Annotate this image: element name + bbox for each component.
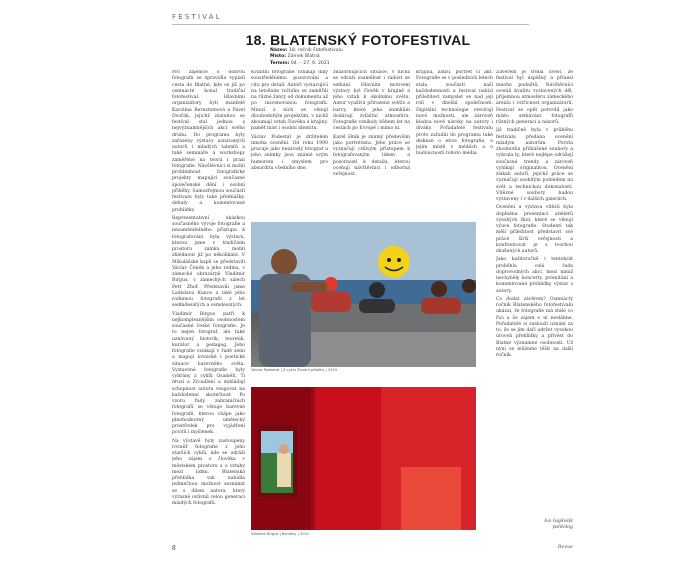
paragraph: krajina, zátiší, portrét či akt. Fotografie se v posledních letech stala součástí naší každodennosti a festival nabízí příležitost zamyslet se nad její rolí v dnešní společnosti. Digitální technologie otevírají nové možnosti, ale zároveň kladou nové nároky na autory i diváky. Pořadatelé festivalu proto zařadili do programu také diskuse o etice fotografie, o jejím místě v médiích a o budoucnosti tohoto média.	[416, 70, 493, 157]
photo-red-room	[251, 387, 476, 530]
author-name: Ivo Gajdošík	[544, 519, 573, 524]
meta-place: Místo: Zámek Blatná	[270, 54, 320, 60]
paragraph: Již tradičně byla v průběhu festivalu předána ocenění mladým autorům. Porota zhodnotila přihlášené soubory a vybrala ty, které nejlépe odrážejí současné trendy a zároveň vynikají originalitou. Ocenění získali autoři, jejichž práce se vyznačují osobitým pohledem na svět a technickou dokonalostí. Vítězné soubory budou vystaveny i v dalších galeriích.	[496, 128, 573, 202]
paragraph: Václav Podestát je držitelem mnoha ocenění. Od roku 1990 pracuje jako nezávislý fotograf a jeho snímky jsou známé svým humorem i smyslem pro absurditu všedního dne.	[251, 134, 328, 171]
text-column-3	[333, 70, 410, 214]
text-column-4	[416, 70, 493, 214]
magazine-name: Revue	[557, 545, 573, 550]
paragraph: Jako každoročně i tentokrát proběhla celá řada doprovodných akcí, mezi nimiž nechyběly koncerty, promítání a komentované prohlídky výstav s autory.	[496, 257, 573, 294]
text-column-5	[496, 70, 573, 542]
photo-caption-2: Vladimír Birgus | Benátky | 2021	[251, 532, 310, 536]
paragraph: Karel Hník je známý především jako portrétista. Jeho práce se vyznačují citlivým přístupem k fotografovaným lidem a pozorností k detailu, kterou oceňují návštěvníci i odborná veřejnost.	[333, 134, 410, 177]
text-column-1	[172, 70, 245, 542]
header-rule	[172, 24, 529, 25]
meta-date: Termín: 04. – 27. 6. 2021	[270, 60, 330, 66]
paragraph: Pro zájemce o dobrou fotografii se zpravidla vyplatí cesta do Blatné, kde se již po osmnácté konal tradiční fotofestival. Hlavními organizátory byli manželé Karolína Bernsteinová a Pavel Dvořák, jejichž zásluhou se festival stal jednou z nejvýznamnějších akcí svého druhu. Do programu byly zařazeny výstavy uznávaných autorů i mladých talentů a také semináře a workshopy zaměřené na teorii i praxi fotografie. Návštěvníci si mohli prohlédnout fotografické projekty mapující současné společenské dění i osobní příběhy. Samozřejmou součástí festivalu byly také přednášky, debaty a komentované prohlídky.	[172, 70, 245, 213]
photo-seaside-crowd	[251, 222, 476, 367]
author-role: politolog	[552, 525, 573, 530]
paragraph: Reprezentativní ukázkou současného vývoje fotografie a nezaměnitelného přístupu k fotografování byla výstava, kterou jsme v tradičním prostoru zámku mohli zhlédnout již po několikáté. V Mikulášské kapli se představili Václav Čeněk a jeho rodina, v zámecké obrazárně Vladimír Birgus, v zámeckých sálech Petr Zhoř. Představili jsme Ladislava Kunce a také jeho rodinnou fotografii z let sedmdesátých a osmdesátých.	[172, 215, 245, 309]
article-title: 18. BLATENSKÝ FOTOFESTIVAL	[245, 32, 471, 48]
page-number: 8	[172, 545, 176, 552]
section-label: FESTIVAL	[172, 13, 222, 21]
paragraph: Vladimír Birgus patří k nejkomplexnějším osobnostem současné české fotografie. Je to nejen fotograf, ale také uznávaný historik, teoretik, kurátor a pedagog. Jeho fotografie vznikají v řadě zemí a mapují ironické i poetické situace barevného světa. Vystavené fotografie byly vybrány z cyklů Osamělí, Ti druzí a Zrcadlení a dokládají schopnost autora reagovat na každodenní skutečnost. Po vzoru řady zahraničních fotografů se věnuje barevné fotografii, kterou chápe jako plnohodnotný umělecký prostředek pro vyjádření pocitů i myšlenek.	[172, 311, 245, 436]
paragraph: Kvalitní fotografie vznikají díky soustředěnému pozorování a citu pro detail. Autoři vystavující na letošním ročníku se zaměřili na různé žánry od dokumentu až po inscenovanou fotografii. Mnozí z nich se věnují dlouhodobým projektům, v nichž zkoumají vztah člověka a krajiny, paměť míst i osobní identitu.	[251, 70, 328, 132]
paragraph: Ocenění a výstava vítězů byla doplněna prezentací ateliérů vysokých škol, které se věnují výuce fotografie. Studenti tak měli příležitost představit své práce širší veřejnosti a konfrontovat je s tvorbou zkušených autorů.	[496, 205, 573, 254]
paragraph: Závěrem je třeba uvést, že festival byl úspěšný a přinesl mnoho podnětů. Návštěvníci ocenili kvalitu vystavených děl, příjemnou atmosféru zámeckého areálu i vstřícnost organizátorů. Festival se opět potvrdil jako místo setkávání fotografů různých generací a názorů.	[496, 70, 573, 125]
article-meta	[270, 48, 450, 67]
balloon-shape	[378, 246, 410, 278]
photo-caption-1: Václav Podestát | Z cyklu Životní příběhy | 2019	[251, 368, 338, 372]
text-column-2	[251, 70, 328, 214]
meta-name: Název: 18. ročník Fotofestivalu	[270, 48, 343, 53]
photo-seaside-illustration	[251, 222, 476, 367]
author-signature	[520, 519, 573, 531]
paragraph: Co dodat závěrem? Osmnáctý ročník Blatenského fotofestivalu ukázal, že fotografie má stále co říci a že zájem o ni neslábne. Pořadatelé si zaslouží uznání za to, že se jim daří udržet vysokou úroveň přehlídky a přivést do Blatné významné osobnosti. Už nyní se můžeme těšit na další ročník.	[496, 296, 573, 358]
photo-red-room-illustration	[251, 387, 476, 530]
paragraph: znázorňujících situace, v nichž se odráží osamělost i radost ze setkání. Hlavním motivem výstavy byl člověk v krajině a jeho vztah k okolnímu světu. Autor využívá přirozené světlo a barvy, které jeho snímkům dodávají zvláštní atmosféru. Fotografie vznikaly během let na cestách po Evropě i mimo ni.	[333, 70, 410, 132]
paragraph: Na výstavě byly zastoupeny rovněž fotografie z jeho starších cyklů, kde se odráží jeho zájem o člověka v městském prostoru a o vztahy mezi lidmi. Blatenská přehlídka tak nabídla jedinečnou možnost seznámit se s dílem autora, který výrazně ovlivnil celou generaci mladých fotografů.	[172, 438, 245, 506]
